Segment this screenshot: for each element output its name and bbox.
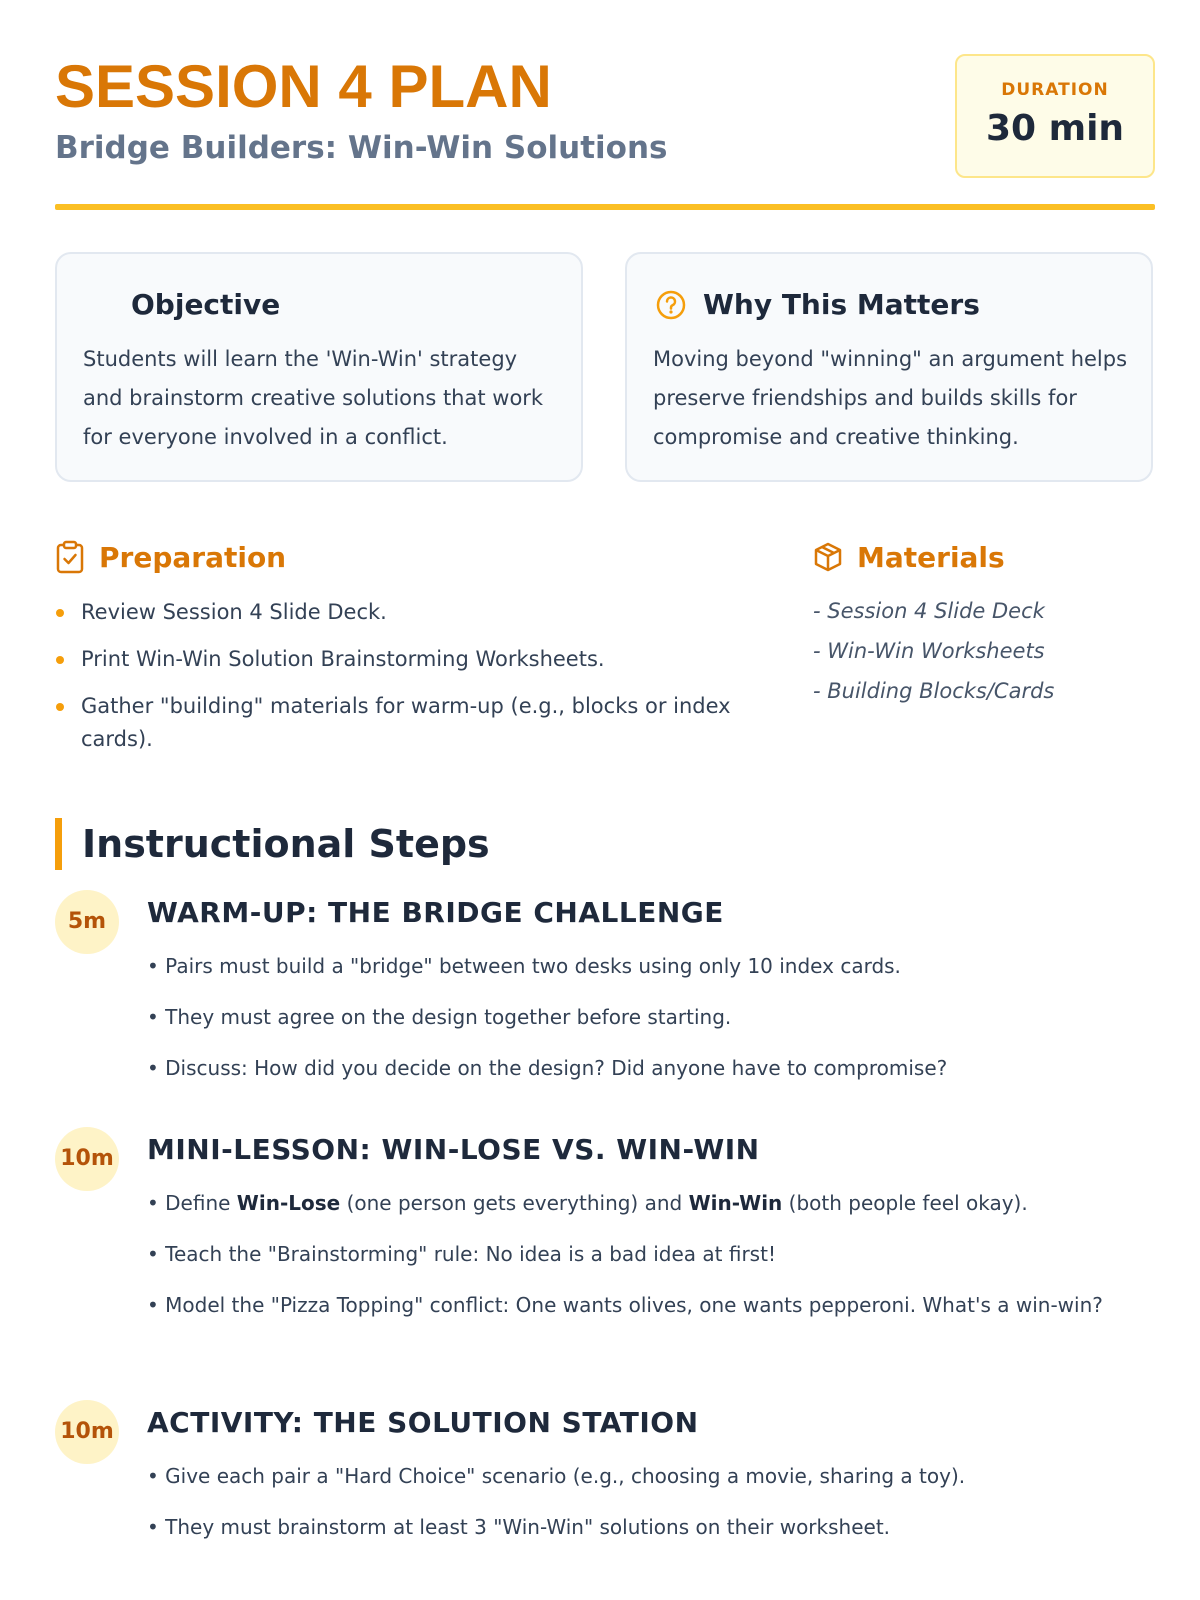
duration-value: 30 min: [985, 108, 1125, 149]
win-lose-term: Win-Lose: [236, 1191, 341, 1215]
header: [55, 0, 1155, 210]
steps-title: Instructional Steps: [82, 822, 490, 866]
why-title: Why This Matters: [703, 288, 980, 321]
page-subtitle: Bridge Builders: Win-Win Solutions: [55, 130, 668, 166]
step-bullet: • They must agree on the design together before starting.: [147, 1005, 732, 1029]
list-item: - Building Blocks/Cards: [813, 679, 1055, 703]
step-title: MINI-LESSON: WIN-LOSE VS. WIN-WIN: [147, 1133, 760, 1166]
objective-title: Objective: [131, 288, 281, 321]
time-badge: 5m: [55, 890, 119, 954]
page-title: SESSION 4 PLAN: [55, 53, 552, 120]
time-badge: 10m: [55, 1400, 119, 1464]
step-bullet: [147, 1185, 1147, 1222]
list-item: - Session 4 Slide Deck: [813, 599, 1045, 623]
list-item: - Win-Win Worksheets: [813, 639, 1045, 663]
header-divider: [55, 204, 1155, 210]
question-circle-icon: [655, 289, 687, 321]
step-title: ACTIVITY: THE SOLUTION STATION: [147, 1406, 699, 1439]
why-header: [655, 288, 980, 321]
step-bullet: • Give each pair a "Hard Choice" scenario (e.g., choosing a movie, sharing a toy).: [147, 1464, 966, 1488]
step-bullet: • Model the "Pizza Topping" conflict: One wants olives, one wants pepperoni. What's a win-win?: [147, 1293, 1103, 1317]
why-card: [625, 252, 1153, 482]
step-title: WARM-UP: THE BRIDGE CHALLENGE: [147, 896, 724, 929]
list-item: Review Session 4 Slide Deck.: [55, 596, 775, 629]
step-bullet: • Pairs must build a "bridge" between two desks using only 10 index cards.: [147, 954, 901, 978]
materials-header: [813, 540, 1153, 574]
win-win-term: Win-Win: [688, 1191, 783, 1215]
materials-list: [813, 598, 1153, 704]
step-body: [147, 1458, 1147, 1560]
materials-title: Materials: [857, 540, 1005, 574]
bullet-text: (one person gets everything) and: [340, 1191, 689, 1215]
why-body: Moving beyond "winning" an argument helps preserve friendships and builds skills for compromise and creative thinking.: [653, 347, 1128, 449]
step-bullet: • They must brainstorm at least 3 "Win-Win" solutions on their worksheet.: [147, 1515, 891, 1539]
list-item: Gather "building" materials for warm-up (e.g., blocks or index cards).: [55, 690, 775, 756]
duration-label: DURATION: [1001, 80, 1109, 100]
lesson-plan-page: [55, 0, 1155, 1539]
clipboard-check-icon: [55, 540, 85, 574]
step-bullet: • Discuss: How did you decide on the design? Did anyone have to compromise?: [147, 1056, 948, 1080]
objective-card: [55, 252, 583, 482]
preparation-list: [55, 596, 775, 756]
objective-header: [131, 288, 280, 321]
bullet-text: (both people feel okay).: [782, 1191, 1028, 1215]
package-icon: [813, 540, 843, 574]
time-badge: 10m: [55, 1127, 119, 1191]
preparation-title: Preparation: [99, 540, 287, 574]
info-cards: [55, 252, 1155, 482]
duration-box: [955, 54, 1155, 178]
preparation-section: [55, 540, 775, 770]
bullet-text: • Define: [147, 1191, 237, 1215]
objective-body: Students will learn the 'Win-Win' strategy and brainstorm creative solutions that work for everyone involved in a conflict.: [83, 347, 544, 449]
step-body: [147, 948, 1147, 1101]
step-bullet: • Teach the "Brainstorming" rule: No idea is a bad idea at first!: [147, 1242, 776, 1266]
preparation-header: [55, 540, 775, 574]
steps-heading: [55, 818, 490, 870]
list-item: Print Win-Win Solution Brainstorming Worksheets.: [55, 643, 775, 676]
materials-section: [813, 540, 1153, 718]
step-body: [147, 1185, 1147, 1338]
